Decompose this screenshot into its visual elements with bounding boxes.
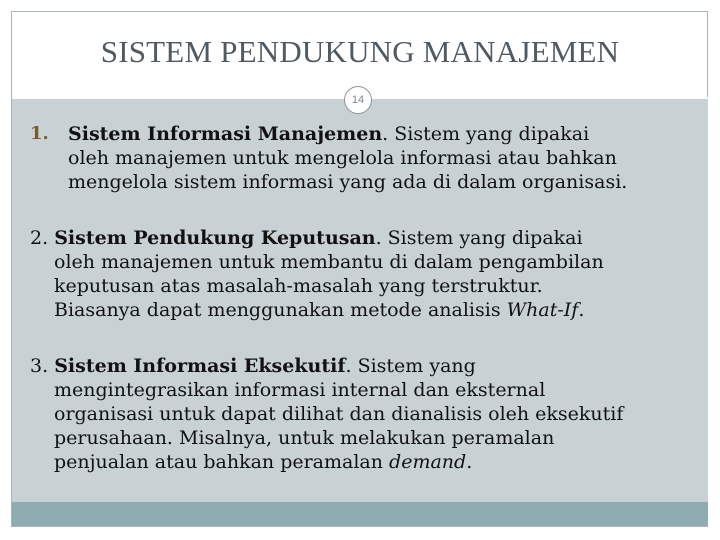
item-line: keputusan atas masalah-masalah yang terstruktur. (54, 275, 543, 297)
item-line: mengelola sistem informasi yang ada di dalam organisasi. (68, 171, 628, 193)
list-item (30, 226, 604, 322)
item-line (30, 354, 623, 378)
item-number: 2. (30, 227, 49, 249)
item-text: Biasanya dapat menggunakan metode analisis (54, 299, 507, 321)
item-line: oleh manajemen untuk membantu di dalam pengambilan (54, 251, 604, 273)
item-line (30, 226, 604, 250)
item-term: Sistem Pendukung Keputusan (54, 227, 376, 249)
item-line: perusahaan. Misalnya, untuk melakukan peramalan (54, 427, 555, 449)
item-text: penjualan atau bahkan peramalan (54, 451, 390, 473)
list-item (30, 122, 627, 194)
item-text: . (466, 451, 473, 473)
item-line: oleh manajemen untuk mengelola informasi atau bahkan (68, 147, 617, 169)
item-text-italic: What-If (506, 299, 579, 321)
item-text-italic: demand (389, 451, 467, 473)
item-line: mengintegrasikan informasi internal dan eksternal (54, 379, 546, 401)
item-number: 1. (30, 123, 49, 144)
item-line (54, 298, 604, 322)
footer-bar (12, 502, 708, 526)
page-number-badge: 14 (344, 86, 372, 114)
item-line (54, 450, 623, 474)
slide-title: SISTEM PENDUKUNG MANAJEMEN (100, 34, 620, 69)
item-line (68, 122, 627, 146)
item-text: . Sistem yang dipakai (382, 123, 590, 145)
item-number: 3. (30, 355, 49, 377)
item-text: . Sistem yang (345, 355, 476, 377)
item-term: Sistem Informasi Manajemen (68, 123, 383, 145)
list-item (30, 354, 623, 474)
item-term: Sistem Informasi Eksekutif (54, 355, 346, 377)
item-text: . (578, 299, 585, 321)
item-text: . Sistem yang dipakai (375, 227, 583, 249)
item-line: organisasi untuk dapat dilihat dan dianalisis oleh eksekutif (54, 403, 624, 425)
